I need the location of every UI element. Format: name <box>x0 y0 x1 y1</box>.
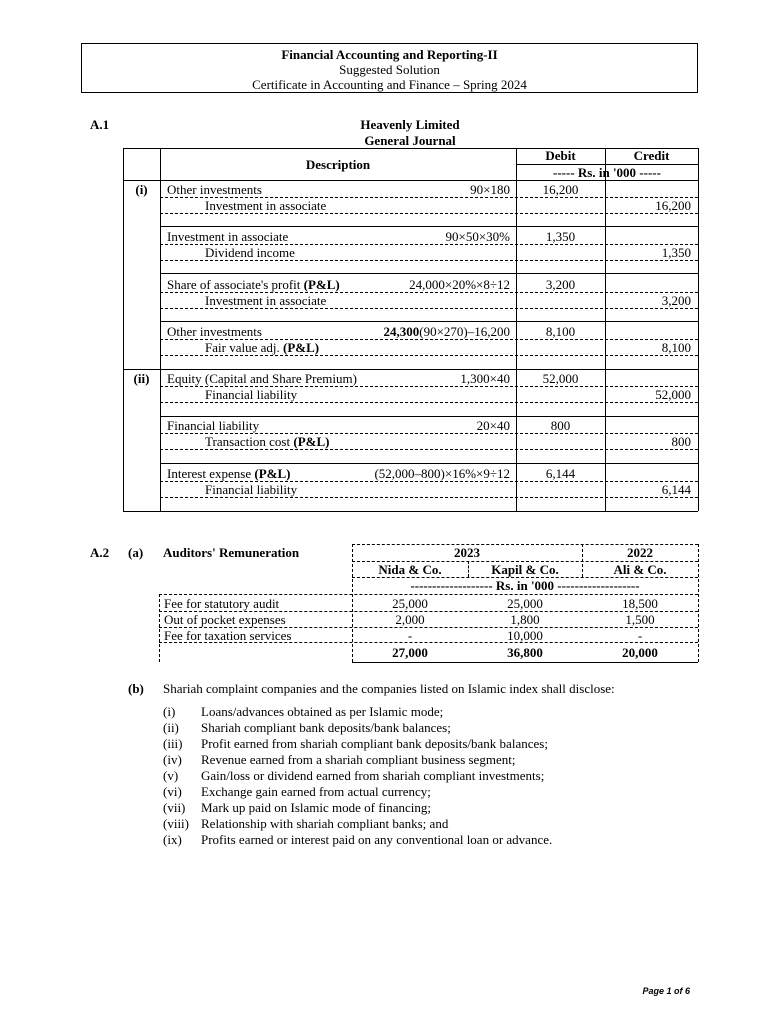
auditors-remuneration-title: Auditors' Remuneration <box>163 545 300 560</box>
entry5-debit: 52,000 <box>542 371 579 386</box>
list-item-text: Profit earned from shariah compliant bank deposits/bank balances; <box>201 736 548 751</box>
row-value: - <box>407 628 413 643</box>
list-item-num: (i) <box>163 704 176 719</box>
row-label: Fee for statutory audit <box>164 596 280 611</box>
entry5-credit-account: Financial liability <box>205 387 298 402</box>
part-i-label: (i) <box>135 182 148 197</box>
page-number: Page 1 of 6 <box>642 986 690 996</box>
entry7-debit-account: Interest expense (P&L) <box>167 466 291 481</box>
list-item-text: Exchange gain earned from actual currency; <box>201 784 431 799</box>
list-item-text: Gain/loss or dividend earned from shariah compliant investments; <box>201 768 545 783</box>
unit-label: ----- Rs. in '000 ----- <box>553 165 661 180</box>
part-b-intro: Shariah complaint companies and the companies listed on Islamic index shall disclose: <box>163 681 615 696</box>
entry3-debit: 3,200 <box>545 277 576 292</box>
row-value: 25,000 <box>392 596 428 611</box>
col-debit: Debit <box>545 148 576 163</box>
row-value: - <box>637 628 643 643</box>
col-description: Description <box>305 157 371 172</box>
part-b-label: (b) <box>128 681 144 696</box>
entry4-debit-account: Other investments <box>167 324 262 339</box>
list-item-text: Loans/advances obtained as per Islamic mode; <box>201 704 444 719</box>
entry6-debit-account: Financial liability <box>167 418 260 433</box>
entry1-debit: 16,200 <box>542 182 579 197</box>
entry1-debit-account: Other investments <box>167 182 262 197</box>
entry1-credit-account: Investment in associate <box>205 198 327 213</box>
row-label: Fee for taxation services <box>164 628 292 643</box>
entry7-credit-account: Financial liability <box>205 482 298 497</box>
entry2-credit: 1,350 <box>661 245 691 260</box>
entry4-credit: 8,100 <box>661 340 691 355</box>
question-a1-label: A.1 <box>90 117 110 132</box>
row-label: Out of pocket expenses <box>164 612 286 627</box>
entry7-credit: 6,144 <box>661 482 691 497</box>
year-2023: 2023 <box>454 545 480 560</box>
entry7-debit: 6,144 <box>545 466 576 481</box>
year-2022: 2022 <box>627 545 653 560</box>
journal-title: General Journal <box>364 133 456 148</box>
entry3-credit: 3,200 <box>661 293 691 308</box>
document-header <box>81 43 698 93</box>
entry2-debit-account: Investment in associate <box>167 229 289 244</box>
entry7-calc: (52,000–800)×16%×9÷12 <box>374 466 510 481</box>
list-item-text: Profits earned or interest paid on any conventional loan or advance. <box>201 832 553 847</box>
list-item-num: (iv) <box>163 752 182 767</box>
row-value: 2,000 <box>395 612 425 627</box>
total-nida: 27,000 <box>392 645 428 660</box>
row-value: 25,000 <box>507 596 543 611</box>
header-subtitle: Suggested Solution <box>339 62 440 77</box>
list-item-num: (iii) <box>163 736 183 751</box>
entry6-debit: 800 <box>550 418 571 433</box>
header-title: Financial Accounting and Reporting-II <box>281 47 498 62</box>
list-item-num: (v) <box>163 768 179 783</box>
company-name: Heavenly Limited <box>360 117 460 132</box>
list-item-num: (vi) <box>163 784 182 799</box>
entry2-credit-account: Dividend income <box>205 245 295 260</box>
entry1-calc: 90×180 <box>470 182 510 197</box>
entry3-credit-account: Investment in associate <box>205 293 327 308</box>
row-value: 10,000 <box>507 628 543 643</box>
list-item-text: Shariah compliant bank deposits/bank balances; <box>201 720 451 735</box>
list-item-num: (ii) <box>163 720 179 735</box>
part-a-label: (a) <box>128 545 144 560</box>
a2-unit-label: ------------------- Rs. in '000 ------------------- <box>410 578 640 593</box>
row-value: 1,800 <box>510 612 540 627</box>
total-kapil: 36,800 <box>507 645 543 660</box>
entry4-debit: 8,100 <box>545 324 576 339</box>
list-item-num: (viii) <box>163 816 189 831</box>
entry2-calc: 90×50×30% <box>445 229 510 244</box>
entry3-debit-account: Share of associate's profit (P&L) <box>167 277 340 292</box>
entry3-calc: 24,000×20%×8÷12 <box>409 277 510 292</box>
list-item-text: Mark up paid on Islamic mode of financing; <box>201 800 431 815</box>
entry1-credit: 16,200 <box>655 198 691 213</box>
header-course: Certificate in Accounting and Finance – Spring 2024 <box>252 77 527 92</box>
col-ali: Ali & Co. <box>613 562 667 577</box>
entry4-credit-account: Fair value adj. (P&L) <box>205 340 320 355</box>
list-item-text: Revenue earned from a shariah compliant business segment; <box>201 752 516 767</box>
entry5-credit: 52,000 <box>655 387 691 402</box>
col-credit: Credit <box>633 148 670 163</box>
col-kapil: Kapil & Co. <box>491 562 559 577</box>
entry5-debit-account: Equity (Capital and Share Premium) <box>167 371 357 386</box>
total-ali: 20,000 <box>622 645 658 660</box>
part-ii-label: (ii) <box>133 371 150 386</box>
row-value: 18,500 <box>622 596 658 611</box>
list-item-num: (vii) <box>163 800 186 815</box>
row-value: 1,500 <box>625 612 655 627</box>
entry5-calc: 1,300×40 <box>460 371 510 386</box>
list-item-text: Relationship with shariah compliant banks; and <box>201 816 449 831</box>
list-item-num: (ix) <box>163 832 182 847</box>
entry6-calc: 20×40 <box>476 418 510 433</box>
entry2-debit: 1,350 <box>545 229 576 244</box>
col-nida: Nida & Co. <box>378 562 442 577</box>
entry4-calc: 24,300(90×270)–16,200 <box>383 324 510 339</box>
question-a2-label: A.2 <box>90 545 110 560</box>
entry6-credit: 800 <box>671 434 691 449</box>
entry6-credit-account: Transaction cost (P&L) <box>205 434 330 449</box>
